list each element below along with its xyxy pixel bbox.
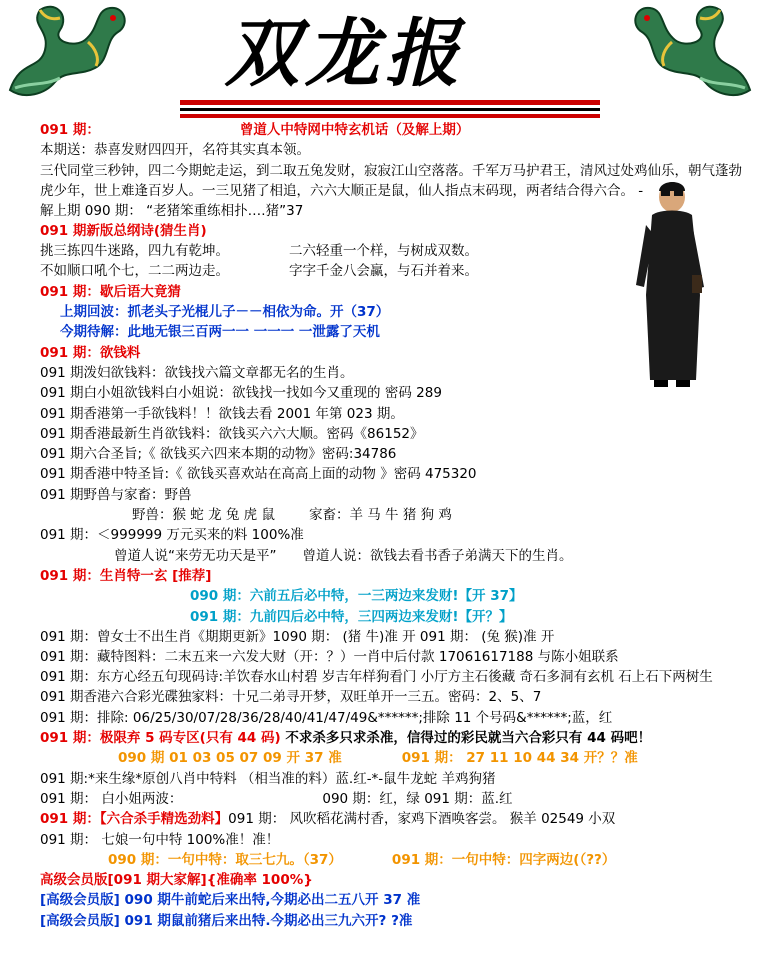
- text-line: [40, 302, 752, 322]
- text-segment: 091 期：【六合杀手精选劲料】: [40, 811, 229, 828]
- text-segment: 091 期： 七娘一句中特 100%准！准！: [40, 831, 280, 848]
- text-segment: 不求杀多只求杀准，信得过的彩民就当六合彩只有 44 码吧！: [280, 730, 652, 747]
- text-segment: 091 期：藏特图料：二末五来一六发大财（开：？）一肖中后付款 17061617188 与陈小姐联系: [40, 649, 619, 666]
- text-line: [40, 505, 752, 525]
- dragon-left-icon: [0, 0, 140, 110]
- text-segment: 091 期香港中特圣旨:《 欲钱买喜欢站在高高上面的动物 》密码 475320: [40, 466, 477, 483]
- text-segment: 091 期：欲钱料: [40, 344, 141, 361]
- text-line: [40, 890, 752, 910]
- text-line: [40, 809, 752, 829]
- text-segment: 091 期香港六合彩光碟独家料：十兄二弟寻开梦，双旺单开一三五。密码：2、5、7: [40, 689, 542, 706]
- text-line: [40, 140, 752, 160]
- text-line: [40, 850, 752, 870]
- text-line: [40, 728, 752, 748]
- text-segment: 曾道人说：欲钱去看书香子弟满天下的生肖。: [302, 547, 573, 564]
- text-line: [40, 282, 752, 302]
- text-segment: [高级会员版] 091 期鼠前猪后来出特.今期必出三九六开? ?准: [40, 912, 413, 929]
- text-segment: 曾道人中特网中特玄机话（及解上期）: [239, 122, 470, 138]
- text-line: [40, 120, 752, 140]
- text-line: [40, 789, 752, 809]
- text-segment: 本期送：恭喜发财四四开，名符其实真本领。: [40, 142, 310, 159]
- title-underline-red: [180, 100, 600, 105]
- text-segment: 家畜：羊 马 牛 猪 狗 鸡: [308, 507, 452, 524]
- text-line: [40, 383, 752, 403]
- text-segment: [高级会员版] 090 期牛前蛇后来出特,今期必出二五八开 37 准: [40, 892, 421, 909]
- text-segment: 091 期： 白小姐两波：: [40, 790, 183, 807]
- text-line: [40, 586, 752, 606]
- text-line: [40, 464, 752, 484]
- text-segment: 090 期 01 03 05 07 09 开 37 准: [118, 750, 342, 767]
- text-line: [40, 627, 752, 647]
- text-segment: 091 期：九前四后必中特，三四两边来发财!【开？】: [190, 608, 513, 625]
- text-segment: 野兽：猴 蛇 龙 兔 虎 鼠: [132, 507, 275, 524]
- text-line: [40, 708, 752, 728]
- text-segment: 091 期白小姐欲钱料白小姐说：欲钱找一找如今又重现的 密码 289: [40, 385, 442, 402]
- text-segment: 091 期香港第一手欲钱料！！欲钱去看 2001 年第 023 期。: [40, 405, 404, 422]
- text-line: [40, 261, 752, 281]
- text-segment: 091 期：东方心经五句现码诗:羊饮春水山村碧 岁吉年样狗看门 小厅方主石後藏 奇石多洞有玄机 石上石下两树生: [40, 669, 713, 686]
- text-segment: 091 期：＜999999 万元买来的料 100%准: [40, 527, 304, 544]
- text-segment: 091 期六合圣旨;《 欲钱买六四来本期的动物》密码:34786: [40, 446, 397, 463]
- text-line: [40, 546, 752, 566]
- text-segment: 曾道人说“来劳无功天是平”: [114, 547, 277, 564]
- text-line: [40, 322, 752, 342]
- text-line: [40, 525, 752, 545]
- text-line: [40, 343, 752, 363]
- text-line: [40, 647, 752, 667]
- title-underline-black: [180, 108, 600, 111]
- text-segment: 不如顺口吼个七，二二两边走。: [40, 263, 229, 280]
- text-segment: 字字千金八会赢，与石并着来。: [289, 263, 478, 280]
- text-segment: 091 期： 27 11 10 44 34 开？？准: [401, 750, 638, 767]
- text-segment: 上期回波：抓老头子光棍儿子－－相依为命。开（37）: [60, 304, 390, 321]
- text-line: [40, 424, 752, 444]
- text-segment: 091 期野兽与家畜：野兽: [40, 486, 192, 503]
- text-line: [40, 870, 752, 890]
- text-segment: 090 期：红，绿 091 期：蓝.红: [322, 790, 513, 807]
- text-line: [40, 830, 752, 850]
- text-segment: 091 期：歇后语大竟猜: [40, 283, 181, 300]
- text-line: [40, 241, 752, 261]
- text-segment: 090 期：一句中特：取三七九。（37）: [108, 851, 342, 868]
- text-line: [40, 363, 752, 383]
- text-segment: 三代同堂三秒钟，四二今期蛇走运，到二取五兔发财，寂寂江山空落落。千军万马护君王，清风过处鸡仙乐，朝气蓬勃虎少年，世上难逢百岁人。一三见猪了相追，六六大顺正是鼠，仙人指点末码现，两者结合得六合。 -: [40, 162, 742, 199]
- text-segment: 091 期:*来生缘*原创八肖中特料 （相当准的料）蓝.红-*-鼠牛龙蛇 羊鸡狗猪: [40, 770, 496, 787]
- text-line: [40, 607, 752, 627]
- text-segment: 090 期：六前五后必中特，一三两边来发财!【开 37】: [190, 588, 523, 605]
- dragon-right-icon: [620, 0, 760, 110]
- text-segment: 091 期：曾女士不出生肖《期期更新》1090 期： (猪 牛)准 开 091 期： (兔 猴)准 开: [40, 628, 555, 645]
- text-segment: 091 期新版总纲诗(猜生肖): [40, 222, 207, 239]
- text-line: [40, 485, 752, 505]
- text-segment: 挑三拣四牛迷路，四九有乾坤。: [40, 243, 229, 260]
- text-line: [40, 667, 752, 687]
- text-segment: 091 期： 风吹稻花满村香，家鸡下酒唤客尝。 猴羊 02549 小双: [228, 811, 616, 828]
- header: [0, 0, 766, 120]
- text-line: [40, 161, 752, 201]
- text-line: [40, 687, 752, 707]
- text-segment: 091 期香港最新生肖欲钱料：欲钱买六六大顺。密码《86152》: [40, 425, 424, 442]
- text-segment: 091 期：排除: 06/25/30/07/28/36/28/40/41/47/49&******;排除 11 个号码&******;蓝，红: [40, 709, 613, 726]
- page-title: 双龙报: [225, 11, 465, 97]
- text-segment: 091 期：生肖特一玄 [推荐]: [40, 567, 212, 584]
- text-segment: 解上期 090 期： “老猪笨重练相扑‥‥猪”37: [40, 202, 304, 219]
- text-segment: 091 期：一句中特：四字两边(（??）: [391, 851, 616, 868]
- text-line: [40, 769, 752, 789]
- text-segment: 高级会员版[091 期大家解]{准确率 100%}: [40, 872, 313, 889]
- text-line: [40, 566, 752, 586]
- text-segment: 091 期：极限弃 5 码专区(只有 44 码): [40, 730, 281, 747]
- text-line: [40, 221, 752, 241]
- text-segment: 091 期泼妇欲钱料：欲钱找六篇文章都无名的生肖。: [40, 364, 354, 381]
- title-underline-red-2: [180, 114, 600, 118]
- text-line: [40, 911, 752, 931]
- text-segment: 091 期：: [40, 122, 100, 138]
- text-segment: 今期待解：此地无银三百两一一 一一一 一泄露了天机: [60, 324, 380, 341]
- text-line: [40, 404, 752, 424]
- text-line: [40, 444, 752, 464]
- text-segment: 二六轻重一个样，与树成双数。: [289, 243, 478, 260]
- article-body: [40, 120, 752, 931]
- text-line: [40, 201, 752, 221]
- text-line: [40, 748, 752, 768]
